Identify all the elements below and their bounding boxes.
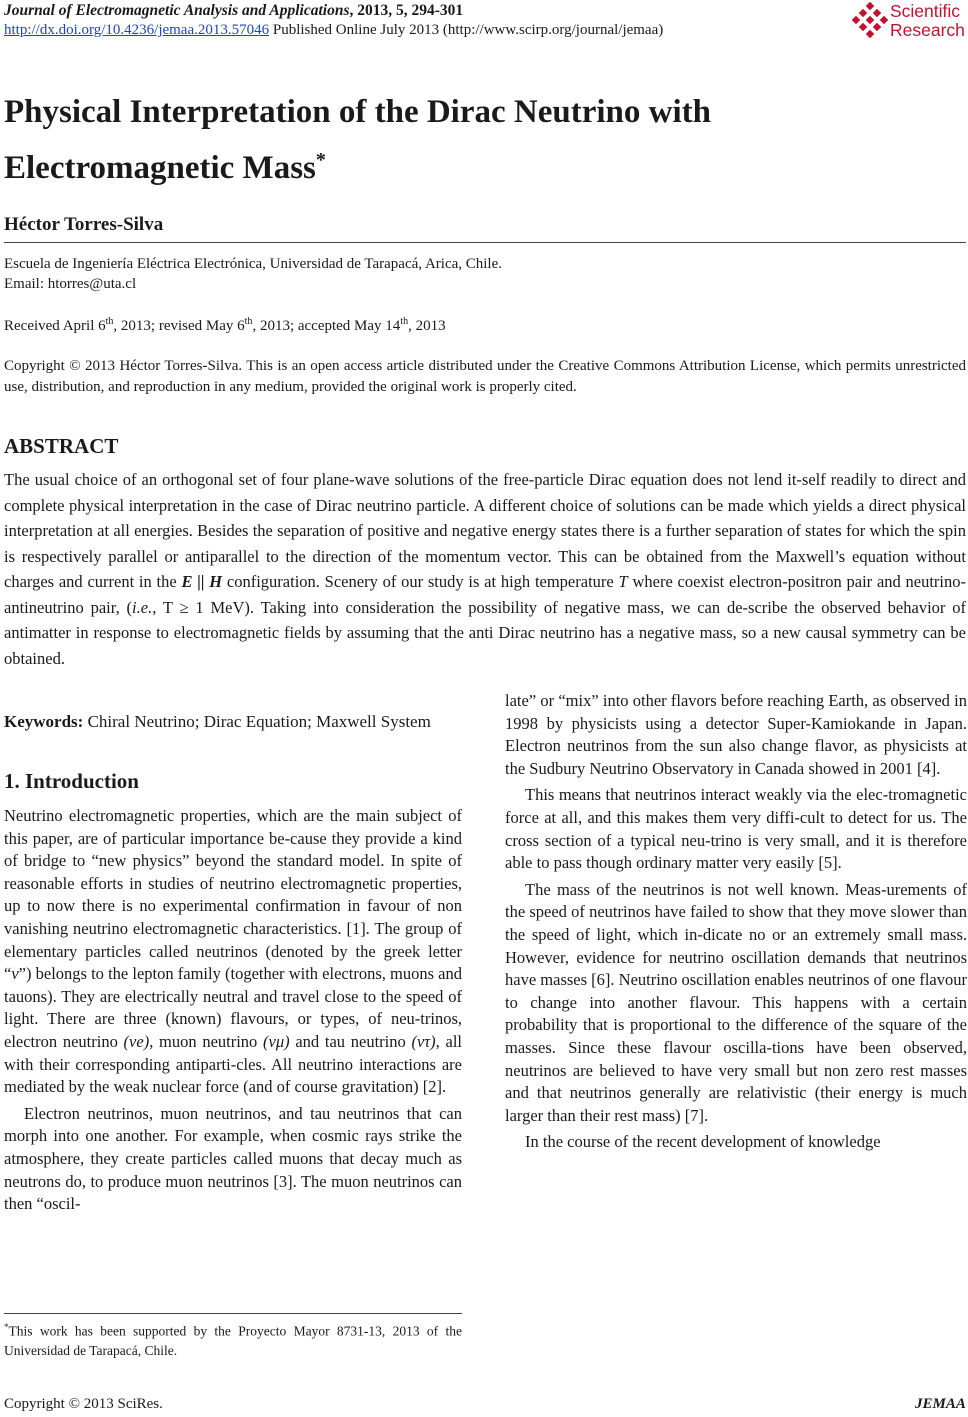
author-email: Email: htorres@uta.cl bbox=[4, 276, 137, 292]
abstract-text: The usual choice of an orthogonal set of four plane-wave solutions of the free-particle Dirac equation does not lend it-self readily to direct and complete physical interpretation in the case of Dirac neutrino particle. A different choice of solutions can be made which yields a direct physical interpretation at all energies. Besides the separation of positive and negative energy states there is a further separation of states for which the spin is respectively parallel or antiparallel to the direction of the momentum vector. This can be obtained from the Maxwell’s equation without charges and current in the bbox=[4, 470, 966, 591]
math-e-parallel-h: E || H bbox=[181, 572, 223, 591]
accepted-year: , 2013 bbox=[408, 318, 446, 334]
logo-wordmark bbox=[890, 2, 965, 40]
abstract-heading: ABSTRACT bbox=[4, 434, 119, 458]
intro-paragraph-3: This means that neutrinos interact weakly via the elec-tromagnetic force at all, and this makes them very diffi-cult to detect for us. The cross section of a typical neu-trino is very small, and it is therefore able to pass though ordinary matter very easily [5]. bbox=[505, 785, 967, 873]
ordinal-suffix: th bbox=[244, 316, 253, 327]
scirp-logo-icon bbox=[852, 2, 888, 38]
author-divider bbox=[4, 242, 966, 243]
affiliation: Escuela de Ingeniería Eléctrica Electrónica, Universidad de Tarapacá, Arica, Chile. bbox=[4, 256, 503, 272]
paragraph-text: ”) belongs to the lepton family (together with electrons, muons and tauons). They are electrically neutral and travel close to the speed of light. There are three (known) flavours, or types, of neu-trinos, electron neutrino bbox=[4, 964, 462, 1051]
paragraph-text: , all with their corresponding antiparti-cles. All neutrino interactions are mediated by the weak nuclear force (and of course gravitation) [2]. bbox=[4, 1031, 462, 1097]
journal-name: Journal of Electromagnetic Analysis and Applications bbox=[4, 2, 350, 19]
math-temperature-inequality: T ≥ 1 MeV bbox=[162, 597, 245, 617]
logo-line1: Scientific bbox=[890, 1, 961, 21]
title-line2: Electromagnetic Mass bbox=[4, 150, 316, 186]
keywords bbox=[4, 712, 431, 732]
footnote-text: This work has been supported by the Proyecto Mayor 8731-13, 2013 of the Universidad de Tarapacá, Chile. bbox=[4, 1323, 462, 1358]
abstract-body bbox=[4, 467, 966, 671]
received-date: Received April 6 bbox=[4, 318, 106, 334]
math-nu-e: (νe) bbox=[123, 1031, 150, 1051]
abstract-text: , bbox=[152, 597, 163, 617]
journal-header bbox=[4, 2, 463, 20]
footer-journal-abbrev: JEMAA bbox=[915, 1396, 966, 1412]
math-temperature: T bbox=[618, 572, 628, 591]
author-name: Héctor Torres-Silva bbox=[4, 214, 164, 235]
accepted-date: , 2013; accepted May 14 bbox=[252, 318, 401, 334]
doi-link[interactable]: http://dx.doi.org/10.4236/jemaa.2013.57046 bbox=[4, 22, 270, 38]
abstract-text: ). Taking into consideration the possibility of negative mass, we can de-scribe the observed behavior of antimatter in response to electromagnetic fields by assuming that the anti Dirac neutrino has a negative mass, so a new causal symmetry can be obtained. bbox=[4, 597, 966, 668]
logo-line2: Research bbox=[890, 20, 965, 40]
paragraph-text: , muon neutrino bbox=[149, 1031, 264, 1051]
intro-paragraph-2-continued: late” or “mix” into other flavors before reaching Earth, as observed in 1998 by physicists using a detector Super-Kamiokande in Japan. Electron neutrinos from the sun also change flavor, as physicists at the Sudbury Neutrino Observatory in Canada showed in 2001 [4]. bbox=[505, 691, 967, 778]
paragraph-text: Neutrino electromagnetic properties, which are the main subject of this paper, are of particular importance be-cause they provide a kind of bridge to “new physics” beyond the standard model. In spite of reasonable efforts in studies of neutrino electromagnetic properties, up to now there is no experimental confirmation in favour of non vanishing neutrino electromagnetic characteristics. [1]. The group of elementary particles called neutrinos (denoted by the greek letter “ bbox=[4, 806, 462, 984]
published-info: Published Online July 2013 (http://www.scirp.org/journal/jemaa) bbox=[269, 22, 664, 38]
intro-paragraph-4: The mass of the neutrinos is not well known. Meas-urements of the speed of neutrinos have failed to show that they move slower than the speed of light, which in-dicate no or an extremely small mass. However, evidence for neutrino oscillation demands that neutrinos have masses [6]. Neutrino oscillation enables neutrinos of one flavour to change into another flavour. This happens with a certain probability that is proportional to the difference of the square of the masses. Since these flavour oscilla-tions have been observed, neutrinos are believed to have very small but non zero rest masses and that neutrinos generally are relativistic (their energy is much larger than their rest mass) [7]. bbox=[505, 879, 967, 1125]
math-nu-tau: (ντ) bbox=[411, 1031, 436, 1051]
footnote-mark: * bbox=[4, 1322, 9, 1332]
abstract-ie: i.e. bbox=[132, 597, 153, 617]
copyright-notice: Copyright © 2013 Héctor Torres-Silva. This is an open access article distributed under the Creative Commons Attribution License, which permits unrestricted use, distribution, and reproduction in any medium, provided the original work is properly cited. bbox=[4, 358, 966, 395]
footnote bbox=[4, 1318, 462, 1360]
abstract-text: where coexist electron-positron pair and neutrino-antineutrino pair, ( bbox=[4, 572, 967, 617]
paragraph-text: and tau neutrino bbox=[289, 1031, 412, 1051]
keywords-list: Chiral Neutrino; Dirac Equation; Maxwell System bbox=[83, 712, 431, 731]
keywords-label: Keywords: bbox=[4, 712, 84, 731]
ordinal-suffix: th bbox=[400, 316, 409, 327]
left-column bbox=[4, 805, 462, 1216]
right-column bbox=[505, 690, 967, 1154]
received-dates bbox=[4, 316, 446, 335]
intro-paragraph-5: In the course of the recent development of knowledge bbox=[525, 1132, 881, 1152]
abstract-text: configuration. Scenery of our study is at high temperature bbox=[222, 572, 619, 591]
ordinal-suffix: th bbox=[105, 316, 114, 327]
paper-title bbox=[4, 88, 964, 192]
section-heading-introduction: 1. Introduction bbox=[4, 769, 139, 793]
doi-line bbox=[4, 22, 663, 39]
intro-paragraph-1 bbox=[4, 805, 462, 1099]
title-footnote-mark: * bbox=[315, 149, 326, 171]
intro-paragraph-2: Electron neutrinos, muon neutrinos, and tau neutrinos that can morph into one another. For example, when cosmic rays strike the atmosphere, they create particles called muons that decay much as neutrons do, to produce muon neutrinos [3]. The muon neutrinos can then “oscil- bbox=[4, 1103, 462, 1214]
footer-copyright: Copyright © 2013 SciRes. bbox=[4, 1396, 163, 1412]
revised-date: , 2013; revised May 6 bbox=[113, 318, 245, 334]
journal-citation: , 2013, 5, 294-301 bbox=[349, 2, 464, 19]
math-nu: ν bbox=[11, 964, 19, 984]
footnote-divider bbox=[4, 1313, 462, 1314]
scirp-logo bbox=[852, 2, 968, 40]
math-nu-mu: (νμ) bbox=[263, 1031, 290, 1051]
title-line1: Physical Interpretation of the Dirac Neutrino with bbox=[4, 94, 711, 130]
